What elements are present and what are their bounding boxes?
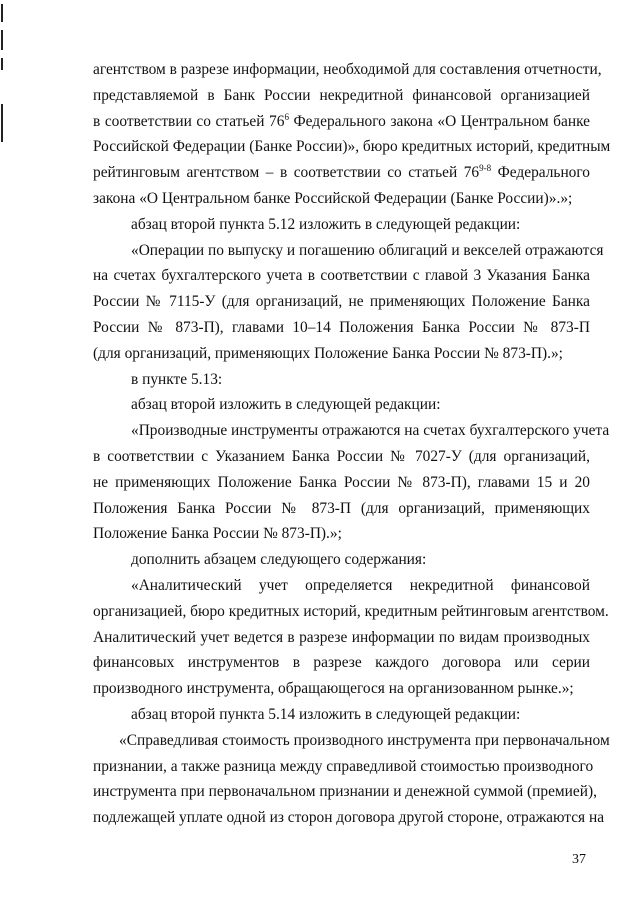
binding-mark [1, 30, 3, 50]
text-line: не применяющих Положение Банка России № 873-П), главами 15 и 20 [93, 473, 590, 491]
text-line: в пункте 5.13: [131, 370, 223, 388]
text-line: абзац второй пункта 5.12 изложить в следующей редакции: [131, 215, 521, 233]
text-line: на счетах бухгалтерского учета в соответствии с главой 3 Указания Банка [93, 267, 590, 285]
text-line: Российской Федерации (Банке России)», бюро кредитных историй, кредитным [93, 138, 611, 156]
text-run: рейтинговым агентством – в соответствии со статьей 76 [93, 164, 480, 182]
page-number: 37 [572, 852, 586, 867]
text-line: агентством в разрезе информации, необходимой для составления отчетности, [93, 61, 602, 78]
binding-mark [1, 104, 3, 142]
text-line: «Производные инструменты отражаются на счетах бухгалтерского учета [131, 422, 610, 440]
text-line: финансовых инструментов в разрезе каждого договора или серии [93, 654, 590, 672]
text-line: Положение Банка России № 873-П).»; [93, 525, 342, 543]
text-line: (для организаций, применяющих Положение Банка России № 873-П).»; [93, 344, 563, 362]
text-line: дополнить абзацем следующего содержания: [131, 551, 427, 569]
text-line: абзац второй изложить в следующей редакции: [131, 396, 441, 414]
text-line: представляемой в Банк России некредитной финансовой организацией [93, 86, 590, 104]
text-line [93, 109, 590, 135]
text-line: инструмента при первоначальном признании и денежной суммой (премией), [93, 783, 597, 801]
text-run: Федерального закона «О Центральном банке [288, 112, 590, 130]
document-body [93, 57, 611, 831]
text-line: России № 7115-У (для организаций, не применяющих Положение Банка [93, 293, 590, 311]
text-line: производного инструмента, обращающегося на организованном рынке.»; [93, 680, 574, 698]
text-run: в соответствии со статьей 76 [93, 112, 285, 130]
text-line: в соответствии с Указанием Банка России № 7027-У (для организаций, [93, 447, 590, 465]
text-line: «Справедливая стоимость производного инструмента при первоначальном [119, 731, 610, 749]
binding-mark [1, 4, 3, 22]
text-line: Аналитический учет ведется в разрезе информации по видам производных [93, 628, 590, 646]
text-line [93, 160, 590, 186]
text-line: «Операции по выпуску и погашению облигаций и векселей отражаются [131, 241, 604, 259]
text-line: признании, а также разница между справедливой стоимостью производного [93, 757, 594, 775]
text-run: Федерального [491, 164, 591, 182]
superscript: 9-8 [479, 163, 492, 174]
text-line: подлежащей уплате одной из сторон договора другой стороне, отражаются на [93, 809, 605, 827]
text-line: абзац второй пункта 5.14 изложить в следующей редакции: [131, 705, 521, 723]
text-line: России № 873-П), главами 10–14 Положения Банка России № 873-П [93, 318, 590, 336]
text-line: закона «О Центральном банке Российской Федерации (Банке России)».»; [93, 189, 573, 207]
binding-marks [0, 0, 8, 905]
text-line: «Аналитический учет определяется некредитной финансовой [131, 576, 590, 594]
binding-mark [1, 58, 3, 70]
superscript: 6 [284, 111, 289, 122]
text-line: организацией, бюро кредитных историй, кредитным рейтинговым агентством. [93, 602, 609, 620]
text-line: Положения Банка России № 873-П (для организаций, применяющих [93, 499, 590, 517]
